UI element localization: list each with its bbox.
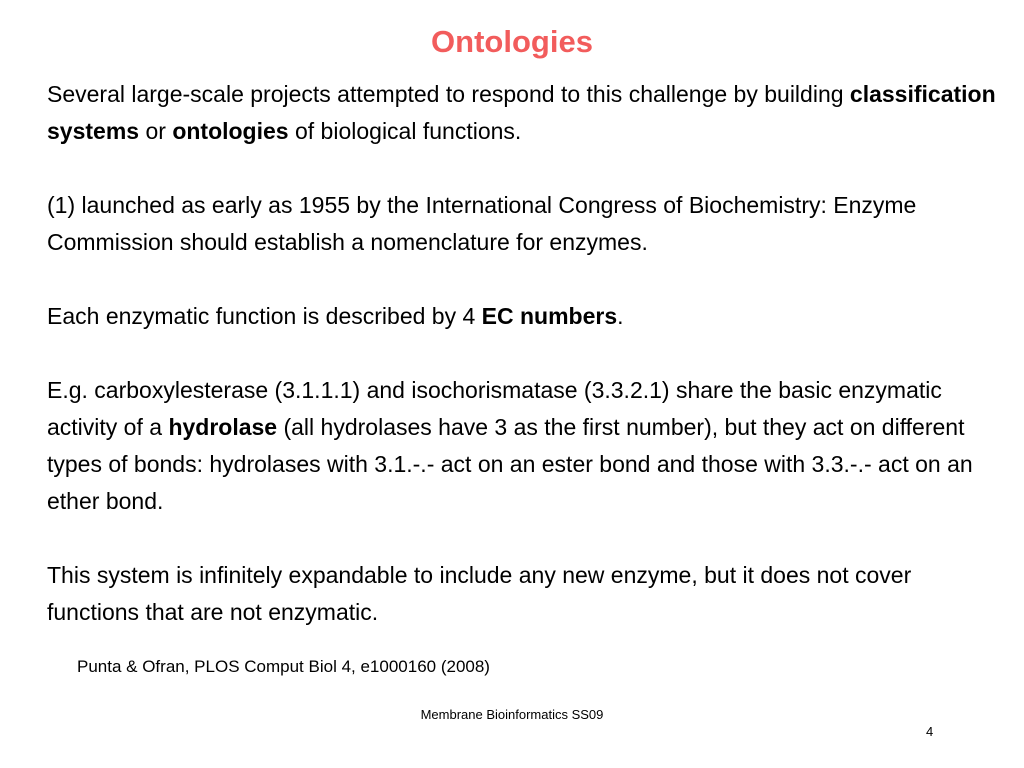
paragraph-expandable bbox=[47, 557, 997, 631]
citation: Punta & Ofran, PLOS Comput Biol 4, e1000160 (2008) bbox=[77, 657, 490, 676]
paragraph-text: E.g. carboxylesterase (3.1.1.1) and isochorismatase (3.3.2.1) share the basic enzymatic activity of a bbox=[47, 377, 942, 440]
bold-term-classification-systems: classification systems bbox=[47, 81, 996, 144]
paragraph-text: or bbox=[139, 118, 173, 144]
paragraph-intro bbox=[47, 76, 997, 150]
slide-title: Ontologies bbox=[431, 24, 593, 59]
paragraph-text: . bbox=[617, 303, 624, 329]
slide-body bbox=[47, 76, 997, 631]
paragraph-example bbox=[47, 372, 997, 520]
paragraph-ec-numbers bbox=[47, 298, 997, 335]
paragraph-text: This system is infinitely expandable to include any new enzyme, but it does not cover functions that are not enzymatic. bbox=[47, 562, 912, 625]
page-number: 4 bbox=[926, 724, 934, 739]
footer-text: Membrane Bioinformatics SS09 bbox=[420, 707, 604, 722]
paragraph-enzyme-commission bbox=[47, 187, 997, 261]
paragraph-text: (1) launched as early as 1955 by the International Congress of Biochemistry: Enzyme Commission should establish a nomenclature for enzymes. bbox=[47, 192, 917, 255]
paragraph-text: (all hydrolases have 3 as the first number), but they act on different types of bonds: hydrolases with 3.1.-.- act on an ester bond and those with 3.3.-.- act on an ether bond. bbox=[47, 414, 973, 514]
bold-term-ontologies: ontologies bbox=[172, 118, 289, 144]
bold-term-ec-numbers: EC numbers bbox=[481, 303, 618, 329]
paragraph-text: Several large-scale projects attempted to respond to this challenge by building bbox=[47, 81, 850, 107]
paragraph-text: Each enzymatic function is described by 4 bbox=[47, 303, 482, 329]
paragraph-text: of biological functions. bbox=[288, 118, 522, 144]
bold-term-hydrolase: hydrolase bbox=[168, 414, 278, 440]
